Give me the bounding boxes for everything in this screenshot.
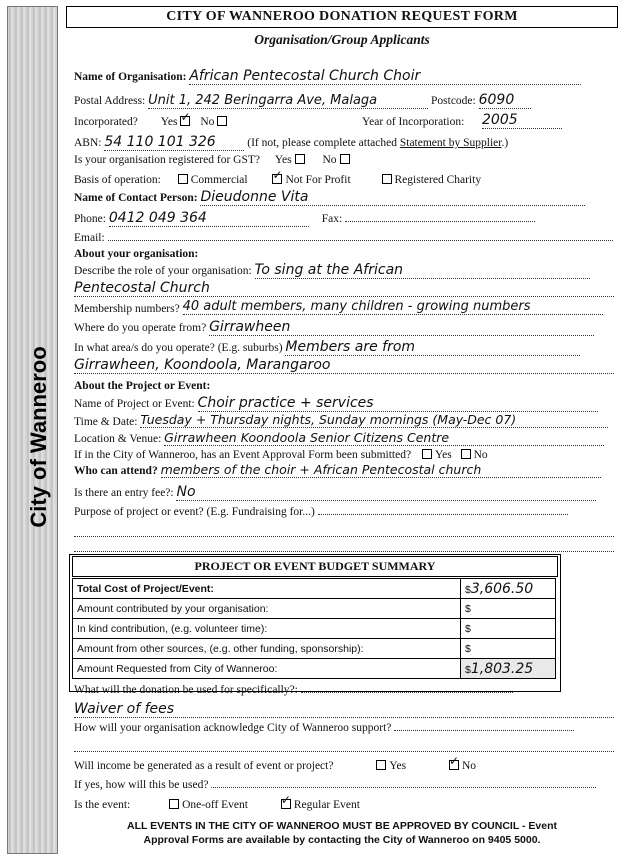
role-field-2[interactable]: Pentecostal Church	[74, 280, 614, 297]
budget-label-other: Amount from other sources, (e.g. other funding, sponsorship):	[73, 639, 461, 659]
project-heading: About the Project or Event:	[74, 380, 211, 392]
budget-amount-requested[interactable]	[461, 659, 556, 679]
year-label: Year of Incorporation:	[362, 116, 465, 128]
role-label: Describe the role of your organisation:	[74, 265, 252, 277]
income-label: Will income be generated as a result of event or project?	[74, 760, 334, 772]
budget-label-total: Total Cost of Project/Event:	[73, 579, 461, 599]
operate-label: Where do you operate from?	[74, 322, 207, 334]
contact-label: Name of Contact Person:	[74, 192, 198, 204]
about-org-heading: About your organisation:	[74, 248, 199, 260]
time-field[interactable]: Tuesday + Thursday nights, Sunday mornings (May-Dec 07)	[140, 412, 608, 428]
role-row	[74, 262, 618, 279]
role-field-1[interactable]: To sing at the African	[255, 262, 590, 279]
gst-row	[74, 154, 618, 166]
incorporated-label: Incorporated?	[74, 116, 138, 128]
registered-charity-checkbox[interactable]	[382, 174, 392, 184]
not-for-profit-checkbox[interactable]	[272, 174, 282, 184]
acknowledge-label: How will your organisation acknowledge City of Wanneroo support?	[74, 722, 392, 734]
abn-note-post: .)	[501, 137, 509, 149]
statement-link[interactable]: Statement by Supplier	[399, 137, 502, 149]
acknowledge-line-2[interactable]	[74, 751, 614, 752]
venue-row	[74, 430, 618, 446]
org-name-field[interactable]: African Pentecostal Church Choir	[189, 68, 581, 85]
budget-row-in-kind	[73, 619, 556, 639]
fee-row	[74, 484, 618, 501]
used-label: What will the donation be used for specifically?:	[74, 684, 298, 696]
email-label: Email:	[74, 232, 105, 244]
event-type-row	[74, 799, 618, 811]
abn-note	[247, 137, 508, 149]
email-row	[74, 232, 618, 244]
income-yes-checkbox[interactable]	[376, 760, 386, 770]
approval-row	[74, 449, 618, 461]
approval-yes-checkbox[interactable]	[422, 449, 432, 459]
incorporated-no-checkbox[interactable]	[217, 116, 227, 126]
sidebar-title: City of Wanneroo	[26, 346, 51, 528]
area-label: In what area/s do you operate? (E.g. suburbs)	[74, 342, 283, 354]
purpose-row	[74, 506, 618, 518]
fax-label: Fax:	[321, 213, 343, 225]
form-title: CITY OF WANNEROO DONATION REQUEST FORM	[66, 6, 618, 28]
gst-no-label: No	[322, 154, 337, 166]
not-for-profit-label: Not For Profit	[285, 174, 351, 186]
area-field-2[interactable]: Girrawheen, Koondoola, Marangaroo	[74, 357, 614, 374]
donation-form	[66, 6, 618, 852]
abn-note-pre: (If not, please complete attached	[247, 137, 400, 149]
phone-field[interactable]: 0412 049 364	[109, 210, 309, 227]
budget-row-total	[73, 579, 556, 599]
used-row	[74, 684, 618, 696]
phone-row	[74, 210, 618, 227]
area-row-2	[74, 357, 618, 374]
project-name-row	[74, 395, 618, 412]
budget-table	[72, 578, 556, 679]
income-yes-label: Yes	[389, 760, 407, 772]
budget-currency-in-kind: $	[465, 622, 471, 635]
area-row	[74, 339, 618, 356]
regular-checkbox[interactable]	[281, 799, 291, 809]
purpose-field[interactable]	[318, 514, 568, 515]
abn-row	[74, 134, 618, 151]
one-off-checkbox[interactable]	[169, 799, 179, 809]
approval-no-label: No	[473, 449, 488, 461]
budget-value-total: 3,606.50	[470, 580, 534, 597]
approval-label: If in the City of Wanneroo, has an Event Approval Form been submitted?	[74, 449, 412, 461]
commercial-checkbox[interactable]	[178, 174, 188, 184]
venue-label: Location & Venue:	[74, 433, 162, 445]
footer-line-2: Approval Forms are available by contacting the City of Wanneroo on 9405 5000.	[143, 834, 541, 846]
used-field[interactable]: Waiver of fees	[74, 701, 614, 718]
address-label: Postal Address:	[74, 95, 146, 107]
income-row	[74, 760, 618, 772]
attend-field[interactable]: members of the choir + African Pentecostal church	[161, 462, 601, 478]
registered-charity-label: Registered Charity	[394, 174, 482, 186]
gst-yes-checkbox[interactable]	[295, 154, 305, 164]
attend-label: Who can attend?	[74, 465, 158, 477]
org-name-row	[74, 68, 618, 85]
basis-row	[74, 174, 618, 186]
members-label: Membership numbers?	[74, 303, 180, 315]
budget-label-requested: Amount Requested from City of Wanneroo:	[73, 659, 461, 679]
used-field-dots[interactable]	[301, 692, 513, 693]
used-row-2	[74, 701, 618, 718]
operate-row	[74, 319, 618, 336]
abn-label: ABN:	[74, 137, 102, 149]
budget-amount-total[interactable]	[461, 579, 556, 599]
contact-row	[74, 189, 618, 206]
operate-field[interactable]: Girrawheen	[209, 319, 594, 336]
incorporated-yes-label: Yes	[160, 116, 178, 128]
address-row	[74, 92, 618, 109]
project-name-field[interactable]: Choir practice + services	[198, 395, 598, 412]
budget-row-contributed	[73, 599, 556, 619]
phone-label: Phone:	[74, 213, 106, 225]
budget-currency-requested: $	[465, 663, 471, 676]
incorporated-row	[74, 112, 618, 128]
how-label: If yes, how will this be used?	[74, 779, 209, 791]
event-type-label: Is the event:	[74, 799, 131, 811]
fee-label: Is there an entry fee?:	[74, 487, 174, 499]
postcode-label: Postcode:	[431, 95, 476, 107]
attend-row	[74, 462, 618, 478]
fax-field[interactable]	[345, 221, 535, 222]
fee-field[interactable]: No	[176, 484, 596, 501]
footer-notice	[66, 819, 618, 847]
purpose-line-2[interactable]	[74, 536, 614, 537]
budget-amount-other[interactable]	[461, 639, 556, 659]
email-field[interactable]	[108, 240, 613, 241]
how-row	[74, 779, 618, 791]
org-name-label: Name of Organisation:	[74, 71, 187, 83]
acknowledge-field[interactable]	[394, 730, 574, 731]
acknowledge-row	[74, 722, 618, 734]
area-field-1[interactable]: Members are from	[285, 339, 580, 356]
incorporated-yes-checkbox[interactable]	[180, 116, 190, 126]
time-label: Time & Date:	[74, 416, 138, 428]
budget-row-other	[73, 639, 556, 659]
time-row	[74, 412, 618, 428]
basis-label: Basis of operation:	[74, 174, 161, 186]
approval-no-checkbox[interactable]	[461, 449, 471, 459]
gst-no-checkbox[interactable]	[340, 154, 350, 164]
budget-amount-in-kind[interactable]	[461, 619, 556, 639]
commercial-label: Commercial	[190, 174, 248, 186]
purpose-label: Purpose of project or event? (E.g. Fundraising for...)	[74, 506, 315, 518]
income-no-checkbox[interactable]	[449, 760, 459, 770]
role-row-2	[74, 280, 618, 297]
income-no-label: No	[461, 760, 476, 772]
gst-label: Is your organisation registered for GST?	[74, 154, 260, 166]
abn-field[interactable]: 54 110 101 326	[104, 134, 244, 151]
incorporated-no-label: No	[200, 116, 215, 128]
gst-yes-label: Yes	[274, 154, 292, 166]
budget-title: PROJECT OR EVENT BUDGET SUMMARY	[72, 556, 558, 577]
members-field[interactable]: 40 adult members, many children - growing numbers	[183, 299, 603, 315]
approval-yes-label: Yes	[434, 449, 452, 461]
budget-currency-total: $	[465, 583, 471, 596]
year-field[interactable]: 2005	[482, 112, 562, 129]
budget-value-requested: 1,803.25	[470, 660, 534, 677]
budget-currency-other: $	[465, 642, 471, 655]
form-subtitle: Organisation/Group Applicants	[254, 32, 430, 47]
address-field[interactable]: Unit 1, 242 Beringarra Ave, Malaga	[148, 93, 428, 109]
sidebar-banner	[7, 6, 58, 854]
how-field[interactable]	[211, 787, 596, 788]
project-name-label: Name of Project or Event:	[74, 398, 195, 410]
budget-label-in-kind: In kind contribution, (e.g. volunteer time):	[73, 619, 461, 639]
regular-label: Regular Event	[293, 799, 360, 811]
members-row	[74, 299, 618, 315]
postcode-field[interactable]: 6090	[479, 92, 531, 109]
venue-field[interactable]: Girrawheen Koondoola Senior Citizens Centre	[164, 430, 604, 446]
footer-line-1: ALL EVENTS IN THE CITY OF WANNEROO MUST BE APPROVED BY COUNCIL - Event	[127, 820, 557, 832]
purpose-line-3[interactable]	[74, 551, 614, 552]
one-off-label: One-off Event	[182, 799, 248, 811]
budget-currency-contributed: $	[465, 602, 471, 615]
budget-row-requested	[73, 659, 556, 679]
contact-field[interactable]: Dieudonne Vita	[200, 189, 585, 206]
budget-label-contributed: Amount contributed by your organisation:	[73, 599, 461, 619]
budget-amount-contributed[interactable]	[461, 599, 556, 619]
